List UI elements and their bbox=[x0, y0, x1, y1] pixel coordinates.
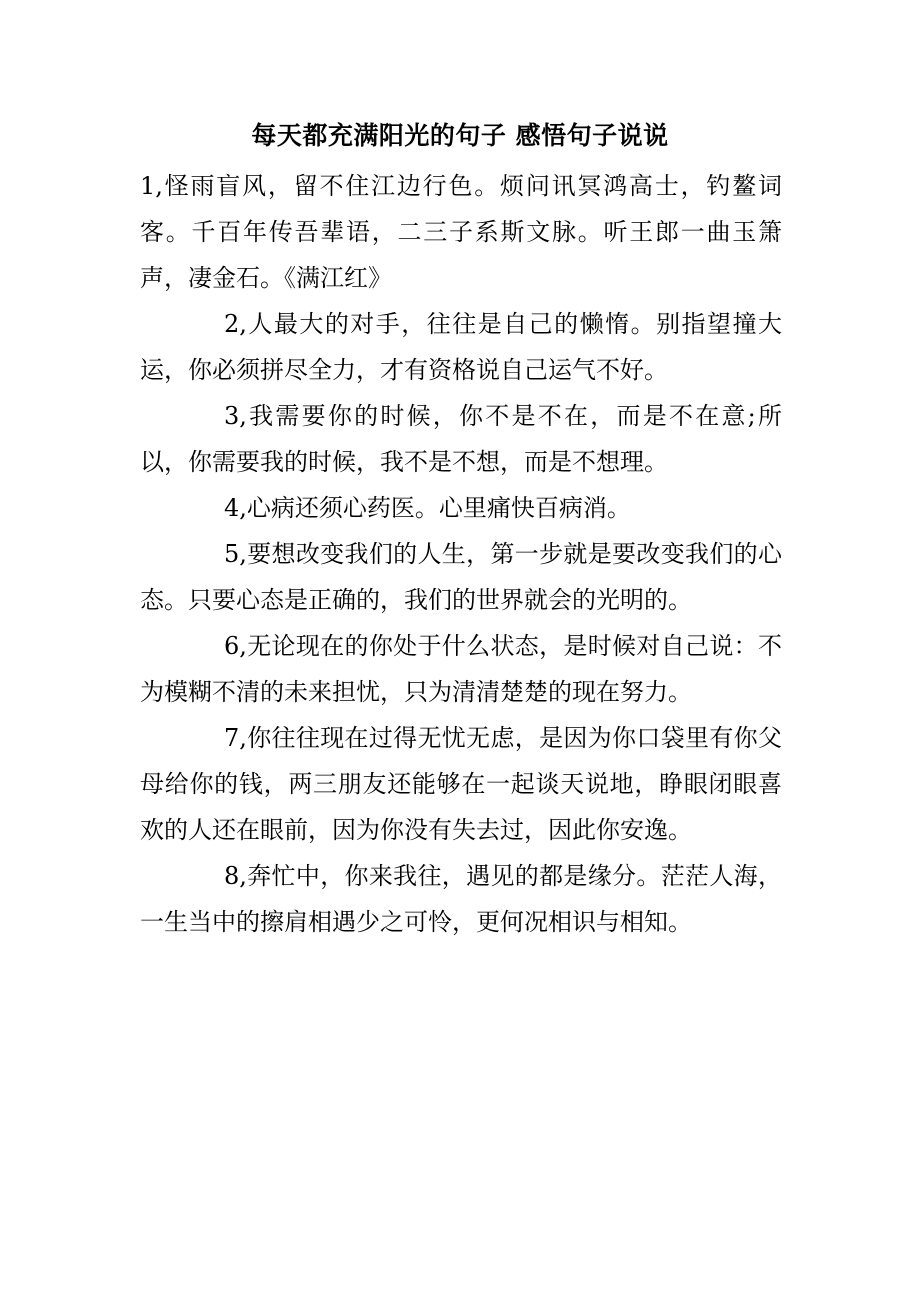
paragraph-1: 1,怪雨盲风，留不住江边行色。烦问讯冥鸿高士，钓鳌词客。千百年传吾辈语，二三子系斯文脉。听王郎一曲玉箫声，凄金石。《满江红》 bbox=[140, 172, 782, 292]
paragraph-6: 6,无论现在的你处于什么状态，是时候对自己说：不为模糊不清的未来担忧，只为清清楚楚的现在努力。 bbox=[140, 632, 782, 706]
document-body bbox=[140, 163, 782, 945]
document-title: 每天都充满阳光的句子 感悟句子说说 bbox=[251, 121, 669, 150]
paragraph-2: 2,人最大的对手，往往是自己的懒惰。别指望撞大运，你必须拼尽全力，才有资格说自己运气不好。 bbox=[140, 310, 782, 384]
paragraph-4: 4,心病还须心药医。心里痛快百病消。 bbox=[224, 494, 631, 522]
paragraph-7: 7,你往往现在过得无忧无虑，是因为你口袋里有你父母给你的钱，两三朋友还能够在一起谈天说地，睁眼闭眼喜欢的人还在眼前，因为你没有失去过，因此你安逸。 bbox=[140, 724, 782, 844]
paragraph-3: 3,我需要你的时候，你不是不在，而是不在意;所以，你需要我的时候，我不是不想，而是不想理。 bbox=[140, 402, 782, 476]
paragraph-5: 5,要想改变我们的人生，第一步就是要改变我们的心态。只要心态是正确的，我们的世界就会的光明的。 bbox=[140, 540, 782, 614]
paragraph-8: 8,奔忙中，你来我往，遇见的都是缘分。茫茫人海，一生当中的擦肩相遇少之可怜，更何况相识与相知。 bbox=[140, 862, 782, 936]
